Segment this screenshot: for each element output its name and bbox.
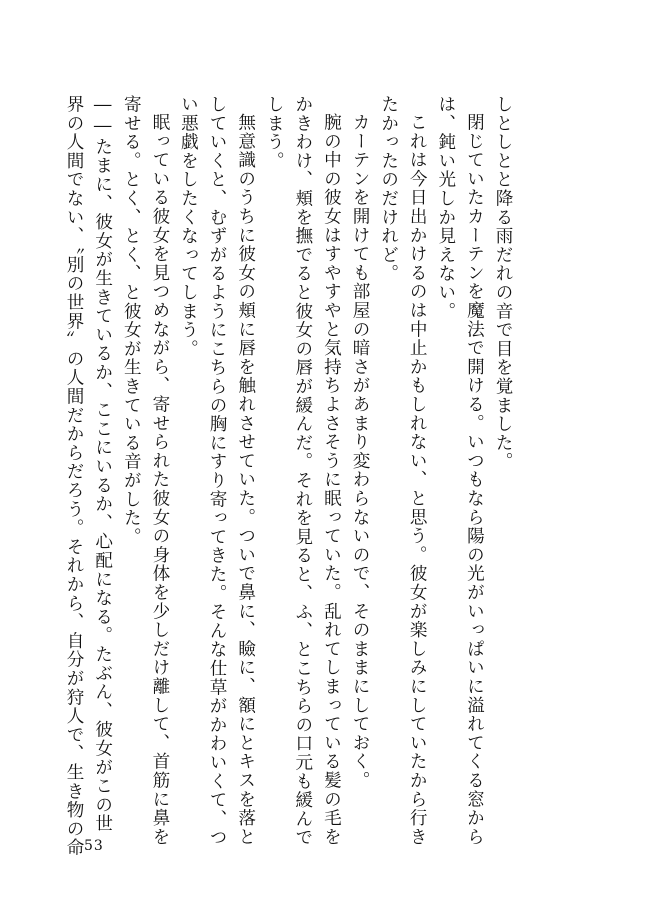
- text-line: 無意識のうちに彼女の頬に唇を触れさせていた。ついで鼻に、瞼に、額にとキスを落と: [235, 112, 256, 846]
- text-line: 眠っている彼女を見つめながら、寄せられた彼女の身体を少しだけ離して、首筋に鼻を: [149, 112, 170, 846]
- text-line: 閉じていたカーテンを魔法で開ける。いつもなら陽の光がいっぱいに溢れてくる窓から: [464, 112, 485, 846]
- text-line: 腕の中の彼女はすやすやと気持ちよさそうに眠っていた。乱れてしまっている髪の毛を: [321, 112, 342, 846]
- text-line: かきわけ、頬を撫でると彼女の唇が緩んだ。それを見ると、ふ、とこちらの口元も緩んで: [292, 95, 313, 847]
- text-line: ――たまに、彼女が生きているか、ここにいるか、心配になる。たぶん、彼女がこの世: [92, 95, 113, 833]
- page-number: 53: [84, 838, 104, 854]
- text-line: しまう。: [264, 95, 285, 171]
- text-line: これは今日出かけるのは中止かもしれない、と思う。彼女が楽しみにしていたから行き: [407, 112, 428, 846]
- text-line: 界の人間でない、〝別の世界〟の人間だからだろう。それから、自分が狩人で、生き物の命: [64, 95, 85, 857]
- text-line: カーテンを開けても部屋の暗さがあまり変わらないので、そのままにしておく。: [350, 112, 371, 790]
- text-line: は、鈍い光しか見えない。: [435, 95, 456, 321]
- text-line: 寄せる。とく、とく、と彼女が生きている音がした。: [121, 95, 142, 547]
- text-line: い悪戯をしたくなってしまう。: [178, 95, 199, 359]
- text-line: たかったのだけれど。: [378, 95, 399, 283]
- text-line: しとしとと降る雨だれの音で目を覚ました。: [493, 95, 513, 471]
- text-line: していくと、むずがるようにこちらの胸にすり寄ってきた。そんな仕草がかわいくて、つ: [207, 95, 228, 847]
